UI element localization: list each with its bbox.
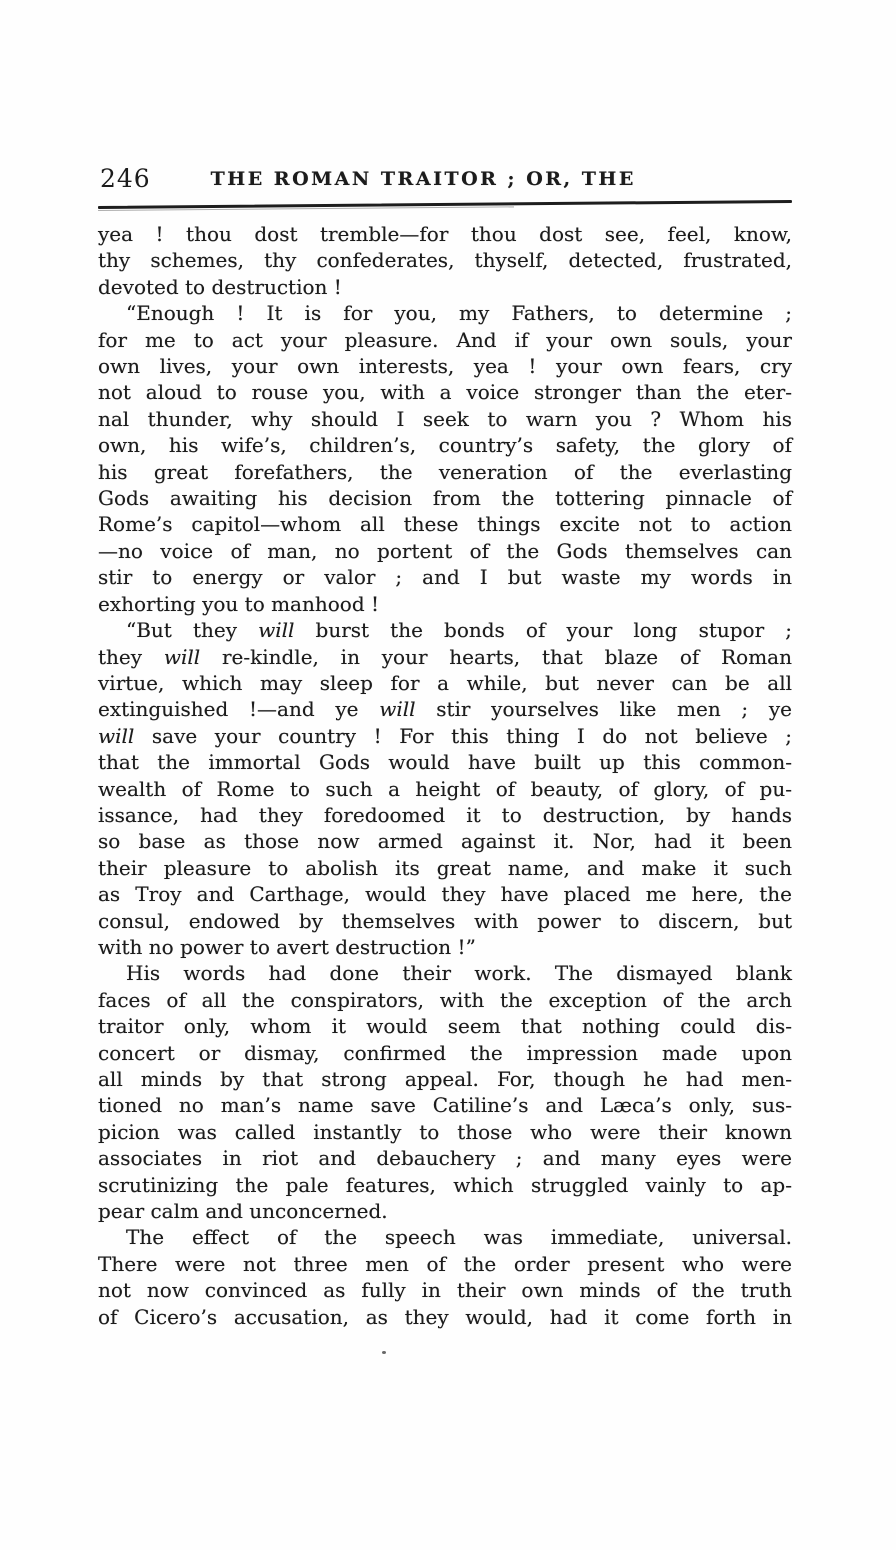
text-line: their pleasure to abolish its great name, and make it such [98, 855, 792, 880]
text-line: as Troy and Carthage, would they have placed me here, the [98, 882, 792, 907]
text-line: associates in riot and debauchery ; and many eyes were [98, 1146, 792, 1171]
text-line: concert or dismay, confirmed the impression made upon [98, 1040, 792, 1065]
text-line: pear calm and unconcerned. [98, 1199, 388, 1224]
text-line: extinguished !—and ye will stir yourselves like men ; ye [98, 697, 792, 722]
text-line: not aloud to rouse you, with a voice stronger than the eter- [98, 380, 792, 405]
text-line: they will re-kindle, in your hearts, that blaze of Roman [98, 644, 792, 669]
paragraph [98, 1224, 792, 1330]
text-line: issance, had they foredoomed it to destruction, by hands [98, 802, 792, 827]
paragraph [98, 617, 792, 960]
header-rule [98, 200, 792, 209]
text-line: own, his wife’s, children’s, country’s safety, the glory of [98, 433, 792, 458]
text-line: tioned no man’s name save Catiline’s and Læca’s only, sus- [98, 1093, 792, 1118]
text-line: Gods awaiting his decision from the tottering pinnacle of [98, 486, 792, 511]
text-line: devoted to destruction ! [98, 274, 342, 299]
paragraph [98, 960, 792, 1224]
text-line: all minds by that strong appeal. For, though he had men- [98, 1067, 792, 1091]
paragraph [98, 300, 792, 617]
page-number: 246 [100, 164, 151, 193]
text-line: thy schemes, thy confederates, thyself, detected, frustrated, [98, 248, 792, 273]
page-header [98, 164, 790, 200]
text-line: The effect of the speech was immediate, universal. [126, 1225, 792, 1250]
text-line: for me to act your pleasure. And if your own souls, your [98, 327, 792, 352]
text-line: yea ! thou dost tremble—for thou dost see, feel, know, [98, 222, 792, 246]
text-line: Rome’s capitol—whom all these things excite not to action [98, 512, 792, 537]
text-line: “Enough ! It is for you, my Fathers, to determine ; [126, 301, 792, 326]
text-line: virtue, which may sleep for a while, but never can be all [98, 670, 792, 695]
text-line: There were not three men of the order present who were [98, 1251, 792, 1276]
text-line: traitor only, whom it would seem that nothing could dis- [98, 1014, 792, 1039]
text-line: consul, endowed by themselves with power to discern, but [98, 908, 792, 933]
text-block [98, 221, 792, 1330]
text-line: “But they will burst the bonds of your long stupor ; [126, 618, 793, 643]
text-line: that the immortal Gods would have built up this common- [98, 750, 792, 775]
text-line: stir to energy or valor ; and I but waste my words in [98, 565, 792, 590]
paragraph [98, 221, 792, 300]
text-line: so base as those now armed against it. Nor, had it been [98, 829, 792, 854]
text-line: with no power to avert destruction !” [98, 934, 476, 959]
text-line: —no voice of man, no portent of the Gods themselves can [98, 538, 792, 563]
text-line: scrutinizing the pale features, which struggled vainly to ap- [98, 1172, 792, 1197]
text-line: his great forefathers, the veneration of the everlasting [98, 459, 792, 484]
text-line: His words had done their work. The dismayed blank [126, 961, 792, 986]
text-line: own lives, your own interests, yea ! your own fears, cry [98, 354, 792, 379]
text-line: faces of all the conspirators, with the exception of the arch [98, 987, 792, 1012]
text-line: exhorting you to manhood ! [98, 591, 380, 616]
text-line: of Cicero’s accusation, as they would, had it come forth in [98, 1304, 792, 1329]
text-line: picion was called instantly to those who were their known [98, 1119, 792, 1144]
scan-speck [382, 1351, 386, 1354]
text-line: not now convinced as fully in their own minds of the truth [98, 1278, 792, 1303]
text-line: wealth of Rome to such a height of beauty, of glory, of pu- [98, 776, 792, 801]
running-title: THE ROMAN TRAITOR ; OR, THE [210, 168, 636, 190]
text-line: nal thunder, why should I seek to warn you ? Whom his [98, 406, 792, 431]
text-line: will save your country ! For this thing I do not believe ; [98, 723, 792, 748]
